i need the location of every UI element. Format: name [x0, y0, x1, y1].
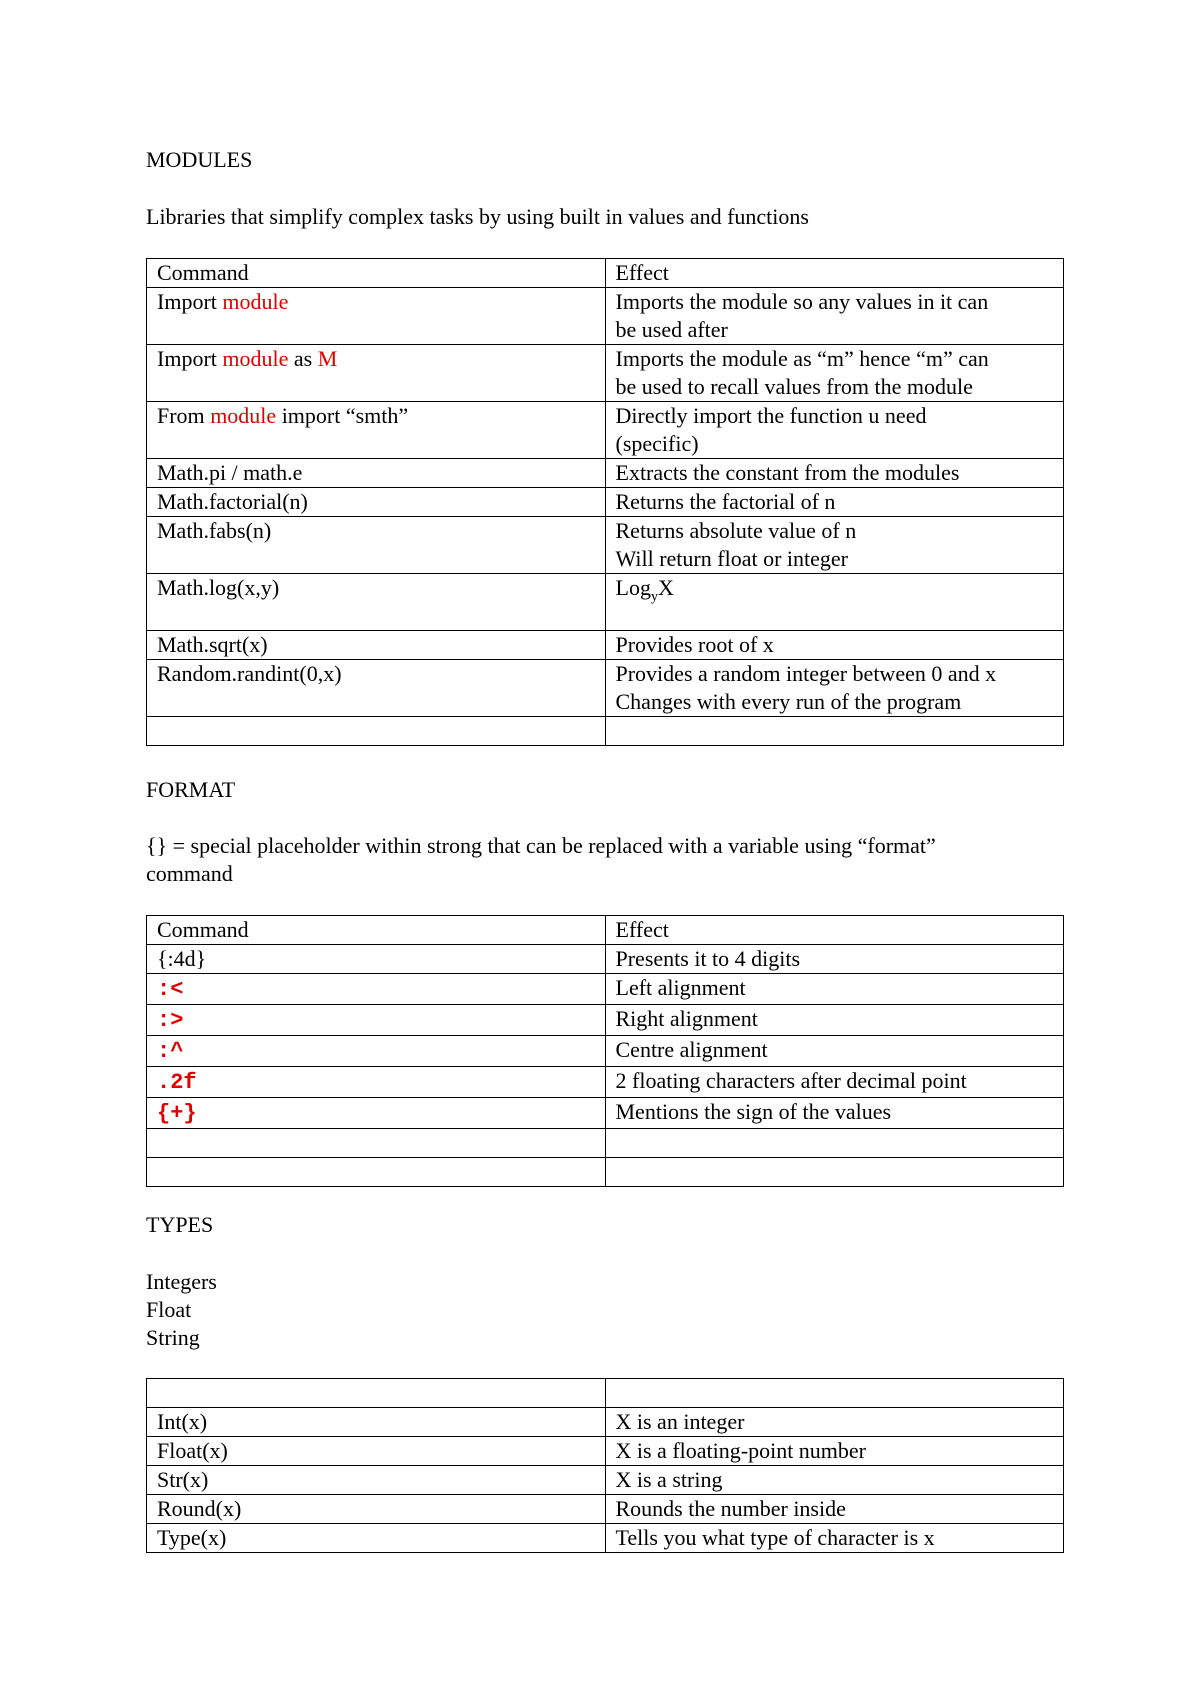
list-item: Integers [146, 1269, 217, 1294]
effect-cell: X is a string [605, 1466, 1064, 1495]
table-row-empty [147, 717, 1064, 746]
effect-cell: Rounds the number inside [605, 1495, 1064, 1524]
empty-cell [147, 1158, 606, 1187]
command-cell: Type(x) [147, 1524, 606, 1553]
table-row [147, 1495, 1064, 1524]
table-row [147, 459, 1064, 488]
format-intro: {} = special placeholder within strong that can be replaced with a variable using “format” command [146, 833, 936, 886]
command-cell: Random.randint(0,x) [147, 660, 606, 717]
command-cell: Math.log(x,y) [147, 574, 606, 631]
effect-cell: 2 floating characters after decimal point [605, 1067, 1064, 1098]
table-row [147, 574, 1064, 631]
table-row-empty [147, 1129, 1064, 1158]
effect-cell: Tells you what type of character is x [605, 1524, 1064, 1553]
header-effect: Effect [605, 916, 1064, 945]
effect-cell: Mentions the sign of the values [605, 1098, 1064, 1129]
modules-intro: Libraries that simplify complex tasks by using built in values and functions [146, 204, 809, 229]
table-row-empty [147, 1158, 1064, 1187]
header-command: Command [147, 259, 606, 288]
command-cell: Math.fabs(n) [147, 517, 606, 574]
command-cell: Math.factorial(n) [147, 488, 606, 517]
effect-cell: Imports the module so any values in it can be used after [605, 288, 1064, 345]
header-command: Command [147, 916, 606, 945]
command-cell: Str(x) [147, 1466, 606, 1495]
table-header-row [147, 259, 1064, 288]
list-item: Float [146, 1297, 192, 1322]
effect-cell: X is an integer [605, 1408, 1064, 1437]
table-row [147, 660, 1064, 717]
table-row [147, 1466, 1064, 1495]
table-row [147, 1036, 1064, 1067]
table-row [147, 1524, 1064, 1553]
effect-cell: Returns absolute value of n Will return float or integer [605, 517, 1064, 574]
format-table [146, 915, 1064, 1187]
table-row [147, 1408, 1064, 1437]
table-row [147, 1437, 1064, 1466]
table-row [147, 945, 1064, 974]
effect-cell: Provides root of x [605, 631, 1064, 660]
effect-cell: Centre alignment [605, 1036, 1064, 1067]
empty-cell [147, 1379, 606, 1408]
table-row [147, 631, 1064, 660]
effect-cell: Left alignment [605, 974, 1064, 1005]
modules-table [146, 258, 1064, 746]
format-heading: FORMAT [146, 777, 236, 802]
table-row [147, 1067, 1064, 1098]
modules-heading: MODULES [146, 147, 253, 172]
command-cell: :< [147, 974, 606, 1005]
types-list [146, 1268, 217, 1352]
effect-cell: Extracts the constant from the modules [605, 459, 1064, 488]
empty-cell [605, 1158, 1064, 1187]
empty-cell [605, 1129, 1064, 1158]
command-cell: Import module [147, 288, 606, 345]
table-row-empty [147, 1379, 1064, 1408]
table-row [147, 974, 1064, 1005]
types-table [146, 1378, 1064, 1553]
effect-cell: Directly import the function u need (specific) [605, 402, 1064, 459]
table-row [147, 402, 1064, 459]
table-row [147, 1005, 1064, 1036]
list-item: String [146, 1325, 200, 1350]
effect-cell: Presents it to 4 digits [605, 945, 1064, 974]
empty-cell [147, 717, 606, 746]
effect-cell: Log$_y$X [605, 574, 1064, 631]
command-cell: Math.sqrt(x) [147, 631, 606, 660]
command-cell: Round(x) [147, 1495, 606, 1524]
empty-cell [147, 1129, 606, 1158]
table-row [147, 345, 1064, 402]
table-row [147, 1098, 1064, 1129]
empty-cell [605, 717, 1064, 746]
empty-cell [605, 1379, 1064, 1408]
command-cell: {:4d} [147, 945, 606, 974]
effect-cell: Provides a random integer between 0 and x Changes with every run of the program [605, 660, 1064, 717]
table-row [147, 288, 1064, 345]
effect-cell: Right alignment [605, 1005, 1064, 1036]
effect-cell: Imports the module as “m” hence “m” can be used to recall values from the module [605, 345, 1064, 402]
types-heading: TYPES [146, 1212, 214, 1237]
command-cell: :^ [147, 1036, 606, 1067]
table-row [147, 488, 1064, 517]
command-cell: Int(x) [147, 1408, 606, 1437]
table-row [147, 517, 1064, 574]
command-cell: Import module as M [147, 345, 606, 402]
effect-cell: Returns the factorial of n [605, 488, 1064, 517]
effect-cell: X is a floating-point number [605, 1437, 1064, 1466]
command-cell: From module import “smth” [147, 402, 606, 459]
command-cell: :> [147, 1005, 606, 1036]
header-effect: Effect [605, 259, 1064, 288]
command-cell: Float(x) [147, 1437, 606, 1466]
table-header-row [147, 916, 1064, 945]
command-cell: {+} [147, 1098, 606, 1129]
command-cell: Math.pi / math.e [147, 459, 606, 488]
command-cell: .2f [147, 1067, 606, 1098]
